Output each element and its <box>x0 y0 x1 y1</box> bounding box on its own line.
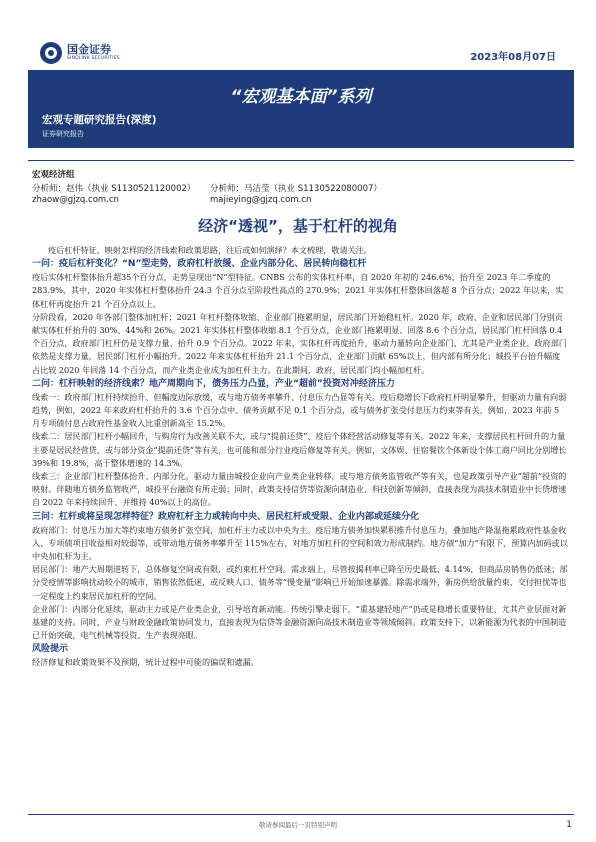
header-divider <box>28 160 574 161</box>
report-subtype: 证券研究报告 <box>42 130 84 138</box>
section-2-paragraph: 线索一：政府部门杠杆持续抬升、但幅度边际放缓，或与地方债务率攀升、付息压力凸显等有关。疫后稳增长下政府杠杆明显攀升，但驱动力量有向弱趋势，例如，2022 年来政府杠杆抬升的 3.6 个百分点中、债务贡献不足 0.1 个百分点，或与债务扩张受付息压力约束等有关，例如，2023 年前 5 月专项债付息占政府性基金收入比重创新高至 15.2%。 <box>32 391 567 429</box>
section-2-paragraph: 线索二：居民部门杠杆小幅回升，与购房行为改善关联不大，或与“提前还贷”、疫后个体经营活动修复等有关。2022 年来，支撑居民杠杆回升的力量主要是居民经营贷，或与部分资金“提前还贷”等有关，也可能和部分行业疫后修复等有关，例如，文体娱、住宿餐饮个体新设个体工商户同比分别增长 39%和 19.8%，高于整体增速的 14.3%。 <box>32 431 567 468</box>
series-title: “宏观基本面”系列 <box>230 87 372 107</box>
report-body <box>32 244 568 670</box>
section-2-heading: 二问：杠杆映射的经济线索？地产周期向下，债务压力凸显，产业“超前”投资对冲经济压力 <box>32 378 395 389</box>
logo-chinese-text: 国金证券 <box>67 43 111 56</box>
section-2-paragraph: 线索三：企业部门杠杆整体抬升、内部分化，驱动力量由城投企业向产业类企业转移，或与地方债务监管收严等有关，也是政策引导产业“超前”投资的映射。伴随地方债务监管收严，城投平台融资有所走弱；同时，政策支持信贷等资源向制造业、科技创新等倾斜，直接表现为高技术制造业中长贷增速自 2022 年来持续回升、并维持 40%以上的高位。 <box>32 471 567 508</box>
risk-heading: 风险提示 <box>32 644 69 655</box>
analyst-2-email[interactable]: majieying@gjzq.com.cn <box>210 195 312 205</box>
section-1-heading: 一问：疫后杠杆变化？“N”型走势，政府杠杆放缓、企业内部分化、居民转向稳杠杆 <box>32 259 367 270</box>
company-logo <box>40 40 120 66</box>
analyst-1-label: 分析师：赵伟（执业 S1130521120002） <box>32 184 196 194</box>
analyst-1-email[interactable]: zhaow@gjzq.com.cn <box>32 195 119 205</box>
logo-english-text: SINOLINK SECURITIES <box>67 56 120 61</box>
section-1-paragraph: 疫后实体杠杆整体抬升超35个百分点，走势呈现出“N”型特征。CNBS 公布的实体杠杆率，自 2020 年初的 246.6%，抬升至 2023 年二季度的 283.9%，其中，2020 年实体杠杆整体抬升 24.3 个百分点至阶段性高点的 270.9%；2021 年实体杠杆整体回落超 8 个百分点；2022 年以来，实体杠杆再度抬升 21 个百分点以上。 <box>32 272 564 309</box>
intro-paragraph: 疫后杠杆特征，映射怎样的经济线索和政策思路，往后或如何演绎？本文梳理，敬请关注。 <box>48 245 372 255</box>
sinolink-logo-icon <box>40 42 62 64</box>
section-3-paragraph: 政府部门：付息压力加大等约束地方债务扩张空间，加杠杆主力或以中央为主。疫后地方债务加快累积推升付息压力，叠加地产降温拖累政府性基金收入、专项债项目收益相对较弱等，或带动地方债务率攀升至 115%左右，对地方加杠杆的空间和效力形成制约。地方债“加力”有限下，预算内加码或以中央加杠杆为主。 <box>32 524 568 562</box>
research-group: 宏观经济组 <box>32 170 75 180</box>
section-3-heading: 三问：杠杆或将呈现怎样特征？政府杠杆主力或转向中央、居民杠杆或受限、企业内部或延续分化 <box>32 511 420 522</box>
section-1-paragraph: 分阶段看，2020 年各部门整体加杠杆；2021 年杠杆整体收缩、企业部门拖累明显，居民部门开始稳杠杆。2020 年，政府、企业和居民部门分别贡献实体杠杆抬升的 30%、44%和 26%。2021 年实体杠杆整体收缩 8.1 个百分点，企业部门拖累明显、回落 8.6 个百分点，居民部门杠杆回落 0.4 个百分点，政府部门杠杆仍是支撑力量、抬升 0.9 个百分点。2022 年来，实体杠杆再度抬升，驱动力量转向企业部门、尤其是产业类企业，政府部门依然是支撑力量，居民部门杠杆小幅抬升。2022 年来实体杠杆抬升 21.1 个百分点，企业部门贡献 65%以上，但内部有所分化；城投平台抬升幅度占比较 2020 年回落 14 个百分点，而产业类企业成为加杠杆主力。在此期间，政府、居民部门均小幅加杠杆。 <box>32 311 567 375</box>
analyst-2-label: 分析师：马洁莹（执业 S1130522080007） <box>210 184 382 194</box>
section-3-paragraph: 居民部门：地产大周期逆转下，总体修复空间或有限，或约束杠杆空间。需求端上，尽管按揭利率已降至历史最低、4.14%，但商品房销售仍低迷；部分受疫情等影响扰动较小的城市，销售依然低迷，或反映人口、债务等“慢变量”影响已开始加速暴露。除需求端外，新房供给放量约束、交付担忧等也一定程度上约束居民加杠杆的空间。 <box>32 564 568 601</box>
report-date: 2023年08月07日 <box>470 52 556 63</box>
report-type: 宏观专题研究报告(深度) <box>42 114 157 126</box>
section-3-paragraph: 企业部门：内部分化延续，驱动主力或是产业类企业，引导培育新动能。传统引擎走弱下，“重基建轻地产”仍或是稳增长重要特征、尤其产业层面对新基建的支持。同时，产业与财政金融政策协同发力，直接表现为信贷等金融资源向高技术制造业等领域倾斜。政策支持下，以新能源为代表的中国制造已开始突破，电气机械等投资、生产表现亮眼。 <box>32 603 567 641</box>
page-number: 1 <box>566 820 572 830</box>
footer-disclaimer[interactable]: 敬请参阅最后一页特别声明 <box>259 821 337 829</box>
risk-paragraph: 经济修复和政策效果不及预期，统计过程中可能的偏误和遗漏。 <box>32 657 259 668</box>
footer-divider <box>28 814 574 815</box>
page-title: 经济“透视”，基于杠杆的视角 <box>198 217 398 235</box>
header-band <box>28 70 574 148</box>
